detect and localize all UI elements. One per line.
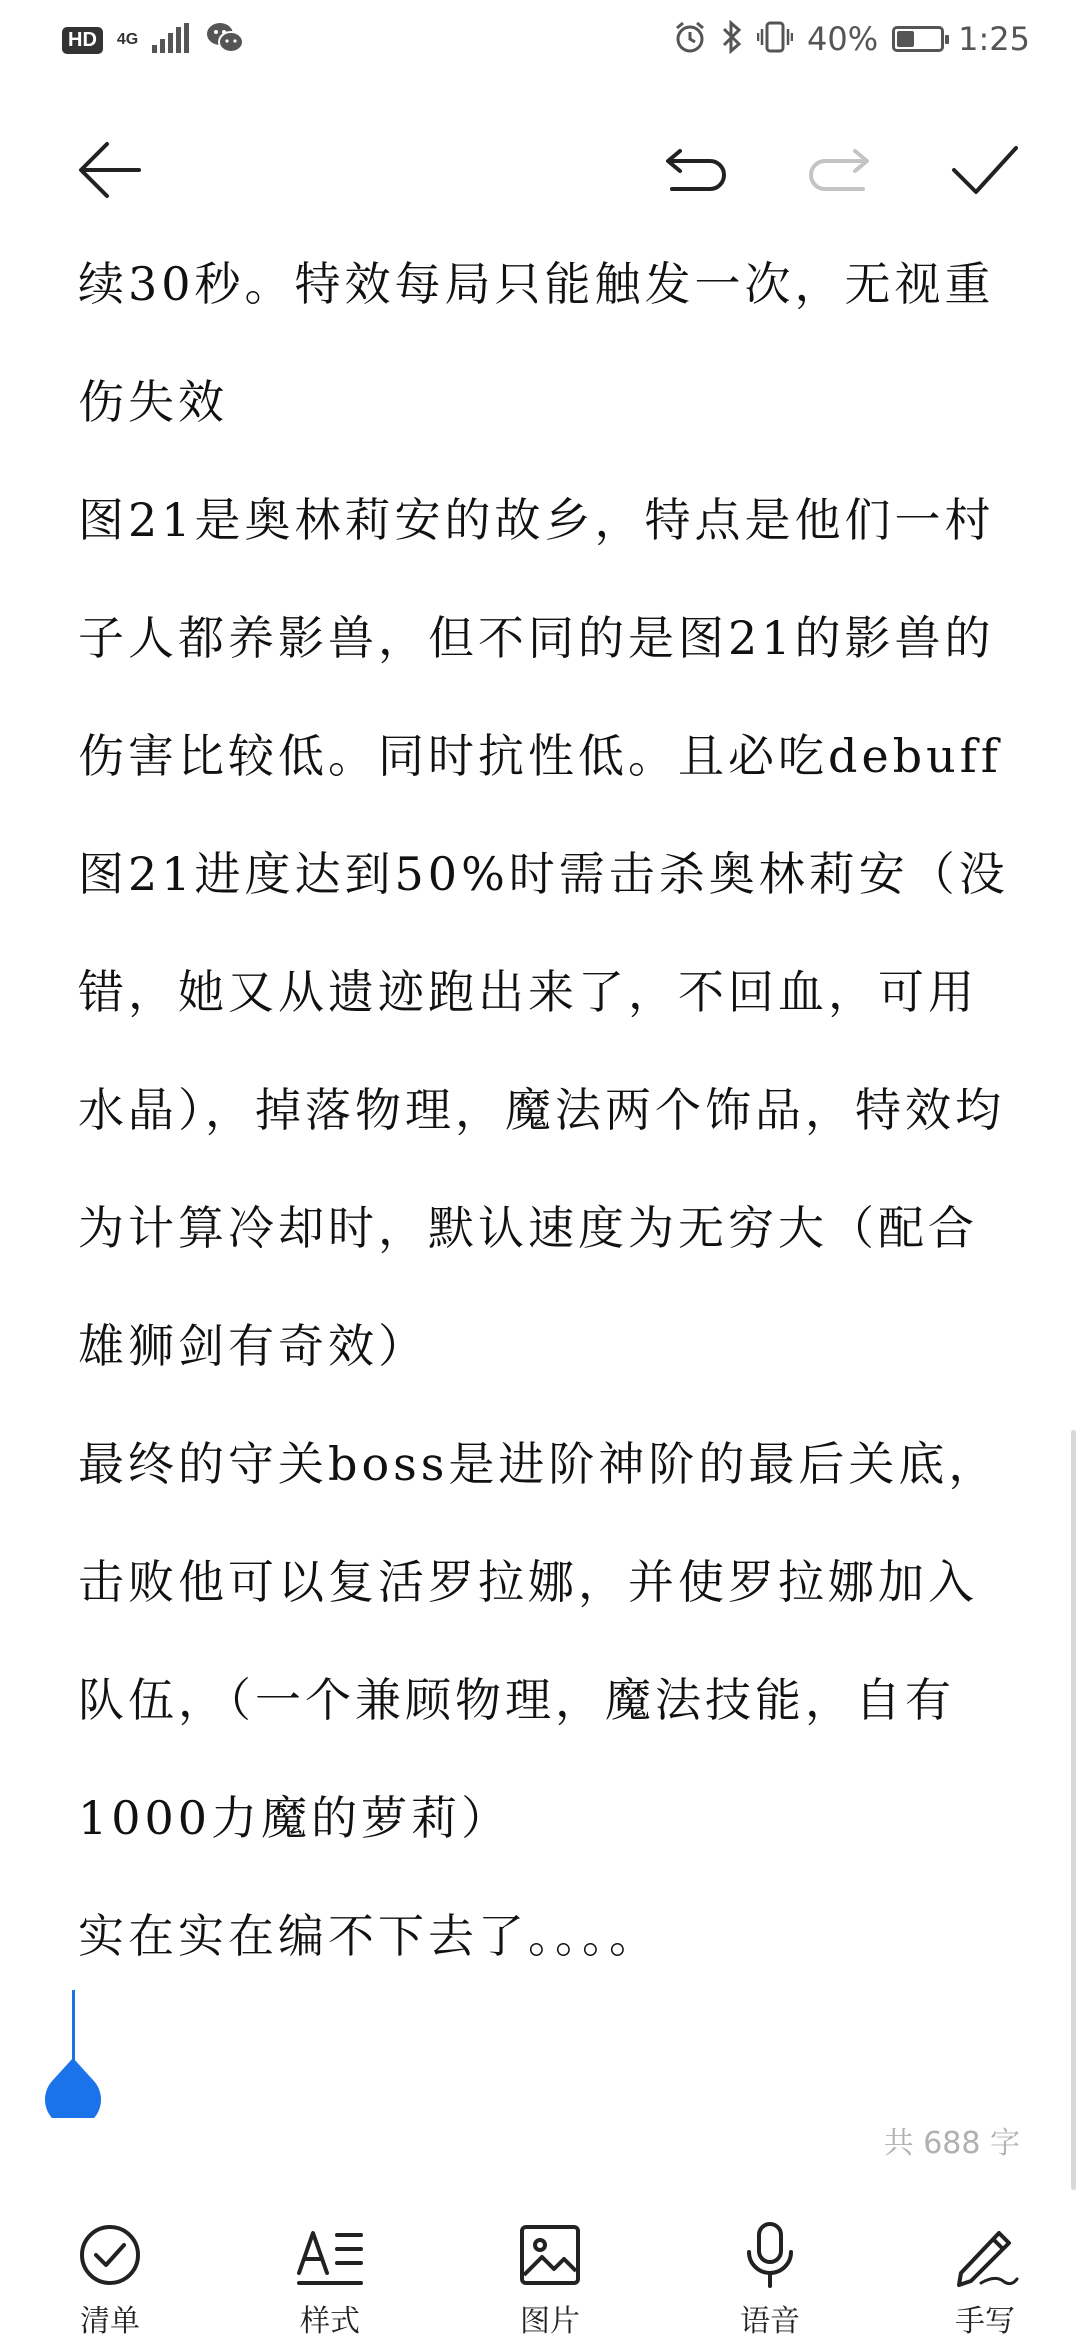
image-button[interactable] [470, 2220, 630, 2340]
alarm-icon [673, 20, 707, 58]
redo-button[interactable] [790, 120, 890, 220]
undo-button[interactable] [645, 120, 745, 220]
undo-icon [660, 145, 730, 195]
back-button[interactable] [60, 120, 160, 220]
note-editor[interactable] [78, 225, 1018, 1995]
hd-badge: HD [62, 27, 103, 54]
wechat-icon [206, 22, 244, 58]
note-paragraph: 最终的守关boss是进阶神阶的最后关底，击败他可以复活罗拉娜，并使罗拉娜加入队伍，（一个兼顾物理，魔法技能，自有1000力魔的萝莉） [78, 1437, 999, 1845]
bottom-toolbar [0, 2220, 1080, 2340]
bluetooth-icon [721, 20, 743, 58]
handwriting-button[interactable] [905, 2220, 1065, 2340]
battery-percent: 40% [807, 20, 879, 58]
checklist-button[interactable] [30, 2220, 190, 2340]
cursor-handle[interactable] [43, 2058, 103, 2118]
voice-label: 语音 [740, 2304, 800, 2339]
scroll-indicator[interactable] [1071, 1430, 1076, 2190]
battery-icon [892, 26, 944, 52]
network-type: 4G [116, 31, 139, 48]
text-style-button[interactable] [250, 2220, 410, 2340]
note-paragraph: 图21进度达到50%时需击杀奥林莉安（没错，她又从遗迹跑出来了，不回血，可用水晶），掉落物理，魔法两个饰品，特效均为计算冷却时，默认速度为无穷大（配合雄狮剑有奇效） [78, 847, 1009, 1373]
voice-button[interactable] [690, 2220, 850, 2340]
signal-icon [152, 23, 192, 57]
checklist-icon [78, 2223, 142, 2287]
handwriting-icon [951, 2223, 1019, 2287]
microphone-icon [745, 2222, 795, 2288]
word-count: 共 688 字 [883, 2126, 1020, 2161]
note-paragraph: 实在实在编不下去了。。。。 [78, 1909, 659, 1963]
note-paragraph: 续30秒。特效每局只能触发一次，无视重伤失效 [78, 257, 995, 429]
status-right [673, 20, 1030, 58]
image-icon [518, 2223, 582, 2287]
image-label: 图片 [520, 2304, 580, 2339]
status-left [62, 22, 244, 58]
checklist-label: 清单 [80, 2304, 140, 2339]
text-style-icon [295, 2223, 365, 2287]
battery-fill [897, 31, 914, 47]
check-icon [950, 142, 1020, 198]
arrow-left-icon [77, 140, 143, 200]
text-style-label: 样式 [300, 2304, 360, 2339]
cursor-drop-icon [43, 2058, 103, 2118]
status-bar [0, 0, 1080, 84]
vibrate-icon [757, 20, 793, 58]
handwriting-label: 手写 [955, 2304, 1015, 2339]
note-paragraph: 图21是奥林莉安的故乡，特点是他们一村子人都养影兽，但不同的是图21的影兽的伤害比较低。同时抗性低。且必吃debuff [78, 493, 1002, 783]
clock: 1:25 [958, 20, 1030, 58]
editor-toolbar [0, 120, 1080, 220]
redo-icon [805, 145, 875, 195]
confirm-button[interactable] [935, 120, 1035, 220]
